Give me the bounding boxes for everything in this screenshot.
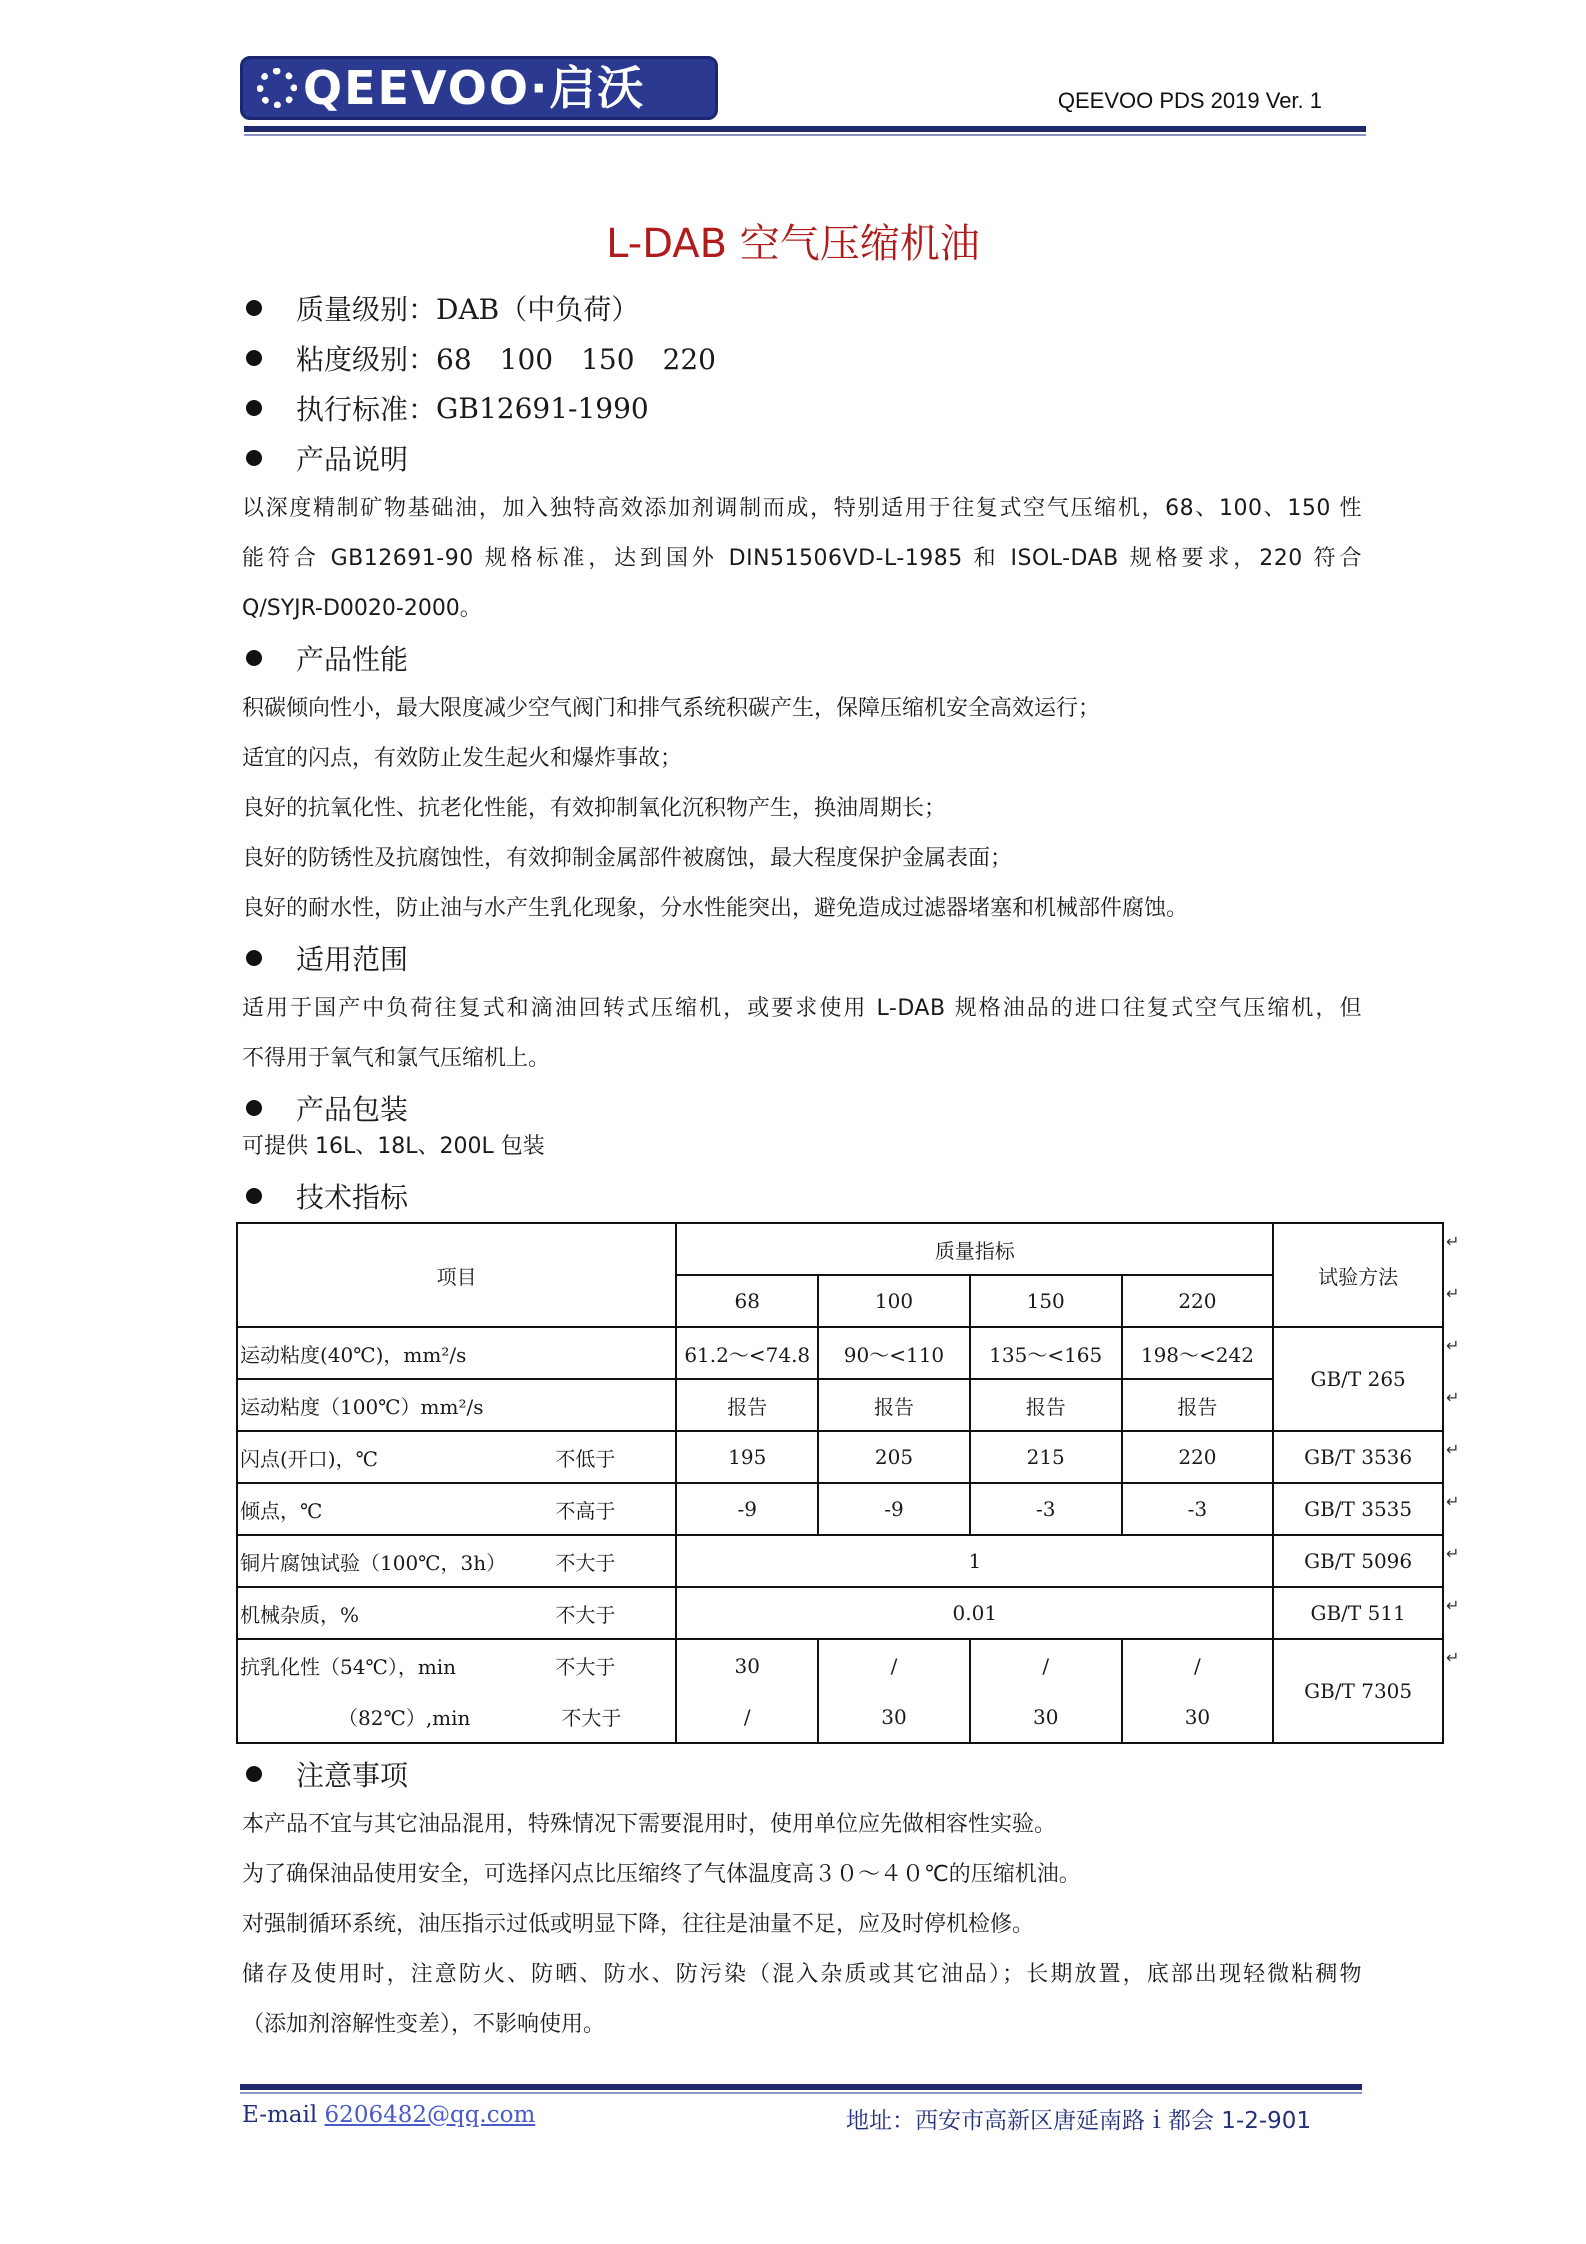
table-row bbox=[237, 1587, 1443, 1639]
value-cell: 报告 bbox=[1122, 1379, 1274, 1431]
bullet-icon bbox=[246, 650, 262, 666]
value-cell: -9 bbox=[818, 1483, 970, 1535]
value-cell: -9 bbox=[676, 1483, 818, 1535]
packaging-text: 可提供 16L、18L、200L 包装 bbox=[242, 1134, 545, 1159]
method-cell: GB/T 265 bbox=[1273, 1327, 1443, 1431]
header-rule-thin bbox=[244, 134, 1366, 136]
description-text: 以深度精制矿物基础油，加入独特高效添加剂调制而成，特别适用于往复式空气压缩机，68、100、150 性 能符合 GB12691-90 规格标准，达到国外 DIN51506VD-L-1985 和 ISOL-DAB 规格要求，220 符合 Q/SYJR-D0020-2000。 bbox=[242, 496, 1362, 621]
footer-email: E-mail 6206482@qq.com bbox=[242, 2102, 536, 2128]
notes-text: 本产品不宜与其它油品混用，特殊情况下需要混用时，使用单位应先做相容性实验。 为了确保油品使用安全，可选择闪点比压缩终了气体温度高３０～４０℃的压缩机油。 对强制循环系统，油压指示过低或明显下降，往往是油量不足，应及时停机检修。 储存及使用时，注意防火、防晒、防水、防污染（混入杂质或其它油品）；长期放置，底部出现轻微粘稠物 （添加剂溶解性变差），不影响使用。 bbox=[242, 1812, 1362, 2037]
page-title: L-DAB 空气压缩机油 bbox=[606, 221, 980, 267]
bullet-icon bbox=[246, 400, 262, 416]
table-row bbox=[237, 1535, 1443, 1587]
section-heading-description: 产品说明 bbox=[244, 438, 408, 478]
limit-label: 不低于 bbox=[555, 1446, 616, 1471]
footer-rule-thin bbox=[240, 2092, 1362, 2094]
grade-cell: 220 bbox=[1122, 1275, 1274, 1327]
limit-label: 不大于 bbox=[555, 1550, 616, 1575]
value-cell: 0.01 bbox=[676, 1587, 1273, 1639]
value-cell: 61.2～<74.8 bbox=[676, 1327, 818, 1379]
section-heading-packaging: 产品包装 bbox=[244, 1088, 408, 1128]
return-mark-icon: ↵ bbox=[1446, 1544, 1460, 1563]
limit-label: 不高于 bbox=[555, 1498, 616, 1523]
bullet-icon bbox=[246, 450, 262, 466]
value-cell: 30 bbox=[1122, 1691, 1274, 1743]
method-cell: GB/T 3536 bbox=[1273, 1431, 1443, 1483]
grade-cell: 150 bbox=[970, 1275, 1122, 1327]
value-cell: 135～<165 bbox=[970, 1327, 1122, 1379]
value-cell: / bbox=[818, 1639, 970, 1691]
section-heading-scope: 适用范围 bbox=[244, 938, 408, 978]
return-mark-icon: ↵ bbox=[1446, 1492, 1460, 1511]
value-cell: / bbox=[1122, 1639, 1274, 1691]
row-label: 倾点，℃ 不高于 bbox=[237, 1483, 676, 1535]
document-reference: QEEVOO PDS 2019 Ver. 1 bbox=[1057, 88, 1322, 113]
bullet-icon bbox=[246, 1188, 262, 1204]
value-cell: 30 bbox=[970, 1691, 1122, 1743]
table-row bbox=[237, 1639, 1443, 1691]
header-rule bbox=[244, 126, 1366, 132]
email-link[interactable]: 6206482@qq.com bbox=[324, 2102, 536, 2128]
value-cell: -3 bbox=[970, 1483, 1122, 1535]
spec-standard: 执行标准： GB12691-1990 bbox=[244, 388, 649, 428]
header-method: 试验方法 bbox=[1273, 1223, 1443, 1327]
table-row bbox=[237, 1327, 1443, 1379]
return-mark-icon: ↵ bbox=[1446, 1284, 1460, 1303]
row-label: 机械杂质，% 不大于 bbox=[237, 1587, 676, 1639]
limit-label: 不大于 bbox=[555, 1602, 616, 1627]
bullet-icon bbox=[246, 950, 262, 966]
value-cell: 195 bbox=[676, 1431, 818, 1483]
return-mark-icon: ↵ bbox=[1446, 1232, 1460, 1251]
bullet-icon bbox=[246, 1100, 262, 1116]
value-cell: 205 bbox=[818, 1431, 970, 1483]
value-cell: / bbox=[970, 1639, 1122, 1691]
gear-icon bbox=[257, 68, 297, 108]
row-label: 运动粘度（100℃）mm²/s bbox=[237, 1379, 676, 1431]
table-row bbox=[237, 1483, 1443, 1535]
value-cell: 220 bbox=[1122, 1431, 1274, 1483]
grade-cell: 100 bbox=[818, 1275, 970, 1327]
footer-address: 地址：西安市高新区唐延南路ｉ都会 1-2-901 bbox=[846, 2108, 1312, 2134]
section-heading-performance: 产品性能 bbox=[244, 638, 408, 678]
limit-label: 不大于 bbox=[555, 1655, 616, 1679]
technical-spec-table bbox=[236, 1222, 1444, 1744]
value-cell: -3 bbox=[1122, 1483, 1274, 1535]
method-cell: GB/T 511 bbox=[1273, 1587, 1443, 1639]
header-quality: 质量指标 bbox=[676, 1223, 1273, 1275]
method-cell: GB/T 5096 bbox=[1273, 1535, 1443, 1587]
logo-text: QEEVOO·启沃 bbox=[303, 61, 646, 115]
section-heading-notes: 注意事项 bbox=[244, 1754, 408, 1794]
return-mark-icon: ↵ bbox=[1446, 1388, 1460, 1407]
row-label: 铜片腐蚀试验（100℃，3h） 不大于 bbox=[237, 1535, 676, 1587]
bullet-icon bbox=[246, 300, 262, 316]
company-logo bbox=[240, 56, 718, 120]
table-row bbox=[237, 1691, 1443, 1743]
value-cell: 报告 bbox=[970, 1379, 1122, 1431]
bullet-icon bbox=[246, 350, 262, 366]
value-cell: 215 bbox=[970, 1431, 1122, 1483]
scope-text: 适用于国产中负荷往复式和滴油回转式压缩机，或要求使用 L-DAB 规格油品的进口往复式空气压缩机，但 不得用于氧气和氯气压缩机上。 bbox=[242, 996, 1362, 1071]
limit-label: 不大于 bbox=[561, 1706, 622, 1730]
spec-quality-grade: 质量级别： DAB（中负荷） bbox=[244, 288, 639, 328]
row-label: 抗乳化性（54℃），min 不大于 bbox=[237, 1639, 676, 1691]
table-row bbox=[237, 1431, 1443, 1483]
section-heading-technical: 技术指标 bbox=[244, 1176, 408, 1216]
performance-text: 积碳倾向性小，最大限度减少空气阀门和排气系统积碳产生，保障压缩机安全高效运行； 适宜的闪点，有效防止发生起火和爆炸事故； 良好的抗氧化性、抗老化性能，有效抑制氧化沉积物产生，换油周期长； 良好的防锈性及抗腐蚀性，有效抑制金属部件被腐蚀，最大程度保护金属表面； 良好的耐水性，防止油与水产生乳化现象，分水性能突出，避免造成过滤器堵塞和机械部件腐蚀。 bbox=[242, 696, 1189, 921]
row-label: 闪点(开口)，℃ 不低于 bbox=[237, 1431, 676, 1483]
footer-rule bbox=[240, 2084, 1362, 2090]
value-cell: / bbox=[676, 1691, 818, 1743]
value-cell: 30 bbox=[676, 1639, 818, 1691]
spec-viscosity-grade: 粘度级别： 68 100 150 220 bbox=[244, 338, 716, 378]
value-cell: 30 bbox=[818, 1691, 970, 1743]
return-mark-icon: ↵ bbox=[1446, 1596, 1460, 1615]
return-mark-icon: ↵ bbox=[1446, 1648, 1460, 1667]
bullet-icon bbox=[246, 1766, 262, 1782]
value-cell: 报告 bbox=[818, 1379, 970, 1431]
table-header-row bbox=[237, 1223, 1443, 1275]
value-cell: 198～<242 bbox=[1122, 1327, 1274, 1379]
method-cell: GB/T 7305 bbox=[1273, 1639, 1443, 1743]
row-label: （82℃）,min 不大于 bbox=[237, 1691, 676, 1743]
method-cell: GB/T 3535 bbox=[1273, 1483, 1443, 1535]
header-item: 项目 bbox=[237, 1223, 676, 1327]
return-mark-icon: ↵ bbox=[1446, 1336, 1460, 1355]
row-label: 运动粘度(40℃)，mm²/s bbox=[237, 1327, 676, 1379]
value-cell: 1 bbox=[676, 1535, 1273, 1587]
value-cell: 90～<110 bbox=[818, 1327, 970, 1379]
return-mark-icon: ↵ bbox=[1446, 1440, 1460, 1459]
table-row bbox=[237, 1379, 1443, 1431]
value-cell: 报告 bbox=[676, 1379, 818, 1431]
grade-cell: 68 bbox=[676, 1275, 818, 1327]
